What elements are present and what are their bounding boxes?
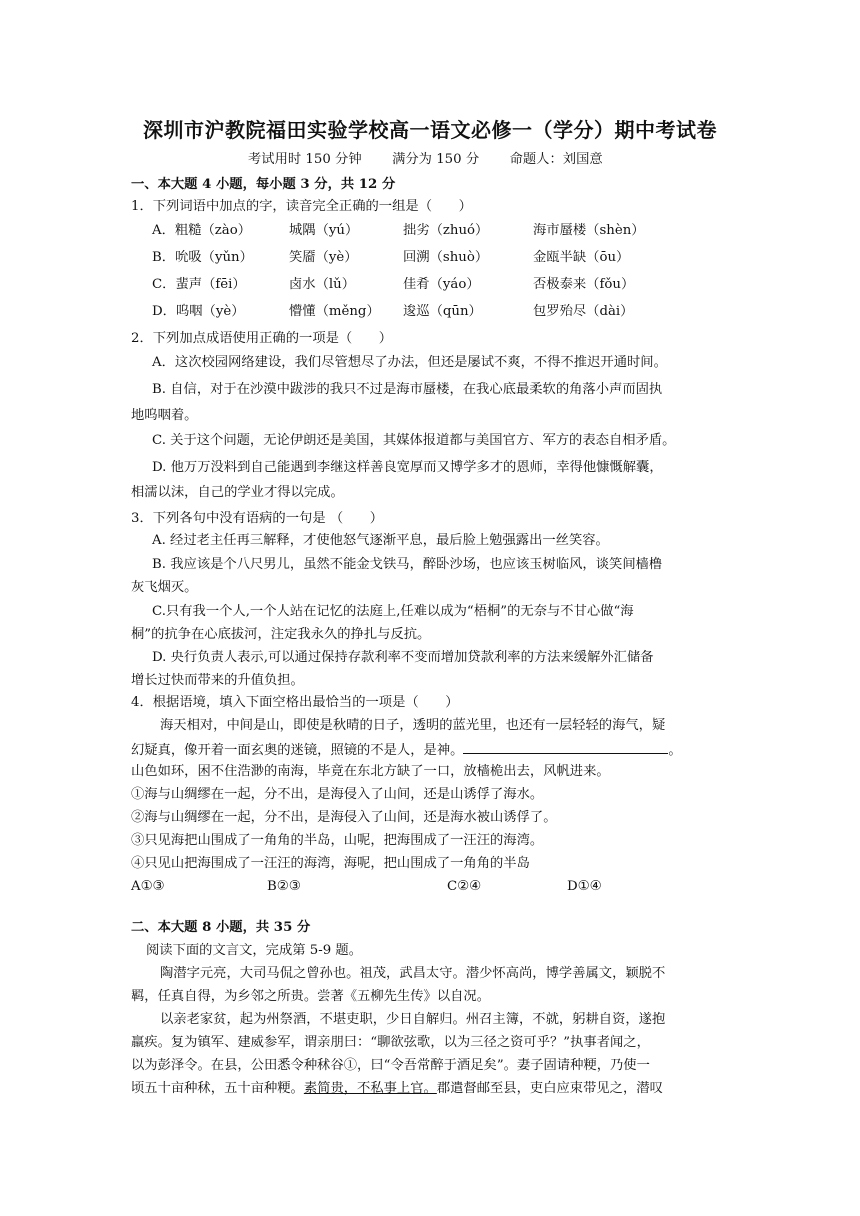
q4-choice-d: D①④: [567, 879, 602, 894]
exam-full-score: 满分为 150 分: [392, 152, 480, 167]
q3-opt-c-line1: C.只有我一个人,一个人站在记忆的法庭上,任难以成为“梧桐”的无奈与不甘心做“海: [152, 604, 634, 619]
q2-opt-b-line1: B. 自信，对于在沙漠中跋涉的我只不过是海市蜃楼，在我心底最柔软的角落小声而固执: [152, 382, 663, 397]
q1-opt-a2: 城隅（yú）: [289, 223, 359, 238]
q4-choice-a: A①③: [131, 879, 165, 894]
exam-author: 命题人：刘国意: [509, 152, 603, 167]
q2-stem: 2．下列加点成语使用正确的一项是（ ）: [131, 331, 393, 346]
q4-choice-c: C②④: [447, 879, 482, 894]
q1-opt-c4: 否极泰来（fǒu）: [533, 277, 635, 292]
q3-opt-a: A. 经过老主任再三解释，才使他怒气逐渐平息，最后脸上勉强露出一丝笑容。: [152, 533, 609, 548]
q4-option-1: ①海与山绸缪在一起，分不出，是海侵入了山间，还是山诱俘了海水。: [131, 787, 544, 802]
q1-opt-b3: 回溯（shuò）: [403, 250, 489, 265]
q1-opt-a3: 拙劣（zhuó）: [403, 223, 489, 238]
q4-option-2: ②海与山绸缪在一起，分不出，是海侵入了山间，还是海水被山诱俘了。: [131, 810, 557, 825]
q3-opt-c-line2: 桐”的抗争在心底拔河，注定我永久的挣扎与反抗。: [131, 627, 431, 642]
q4-option-4: ④只见山把海围成了一汪汪的海湾，海呢，把山围成了一角角的半岛: [131, 856, 530, 871]
section1-header: 一、本大题 4 小题，每小题 3 分，共 12 分: [131, 177, 396, 192]
q1-opt-c1: C．蜚声（fēi）: [152, 277, 246, 292]
q4-stem: 4．根据语境，填入下面空格出最恰当的一项是（ ）: [131, 695, 459, 710]
q3-opt-b-line1: B. 我应该是个八尺男儿，虽然不能金戈铁马，醉卧沙场，也应该玉树临风，谈笑间樯橹: [152, 557, 663, 572]
q2-opt-c: C. 关于这个问题，无论伊朗还是美国，其媒体报道都与美国官方、军方的表态自相矛盾。: [152, 433, 676, 448]
q1-opt-b2: 笑靥（yè）: [289, 250, 358, 265]
exam-duration: 考试用时 150 分钟: [248, 152, 362, 167]
q4-passage-line2: [131, 739, 682, 761]
section2-intro: 阅读下面的文言文，完成第 5-9 题。: [146, 943, 363, 958]
q4-choice-b: B②③: [267, 879, 301, 894]
section2-header: 二、本大题 8 小题，共 35 分: [131, 920, 311, 935]
q3-opt-d-line1: D. 央行负责人表示,可以通过保持存款利率不变而增加贷款利率的方法来缓解外汇储备: [152, 650, 654, 665]
page-title: 深圳市沪教院福田实验学校高一语文必修一（学分）期中考试卷: [143, 118, 717, 142]
q2-opt-b-line2: 地呜咽着。: [131, 408, 198, 423]
q4-passage-end: 。: [668, 743, 682, 758]
passage-p2-line1: 以亲老家贫，起为州祭酒，不堪吏职，少日自解归。州召主簿，不就，躬耕自资，遂抱: [160, 1012, 666, 1027]
q1-opt-a1: A．粗糙（zào）: [152, 223, 252, 238]
q4-passage-text: 幻疑真，像开着一面玄奥的迷镜，照镜的不是人，是神。: [131, 743, 464, 758]
q1-stem: 1．下列词语中加点的字，读音完全正确的一组是（ ）: [131, 199, 472, 214]
q1-opt-b4: 金瓯半缺（ōu）: [533, 250, 630, 265]
q4-answer-blank[interactable]: [463, 739, 668, 754]
exam-info: [248, 150, 603, 170]
underlined-sentence: 素简贵，不私事上官。: [303, 1081, 437, 1096]
passage-p2-line4: [131, 1079, 663, 1099]
q2-opt-a: A．这次校园网络建设，我们尽管想尽了办法，但还是屡试不爽，不得不推迟开通时间。: [152, 355, 667, 370]
passage-p1-line2: 羁，任真自得，为乡邻之所贵。尝著《五柳先生传》以自况。: [131, 989, 491, 1004]
q1-opt-a4: 海市蜃楼（shèn）: [533, 223, 645, 238]
q2-opt-d-line2: 相濡以沫，自己的学业才得以完成。: [131, 485, 344, 500]
q1-opt-d2: 懵懂（měng）: [289, 304, 380, 319]
q2-opt-d-line1: D. 他万万没料到自己能遇到李继这样善良宽厚而又博学多才的恩师，幸得他慷慨解囊，: [152, 460, 663, 475]
q1-opt-d1: D．呜咽（yè）: [152, 304, 245, 319]
q3-opt-b-line2: 灰飞烟灭。: [131, 580, 198, 595]
q1-opt-d4: 包罗殆尽（dài）: [533, 304, 634, 319]
q4-option-3: ③只见海把山围成了一角角的半岛，山呢，把海围成了一汪汪的海湾。: [131, 833, 544, 848]
q1-opt-d3: 逡巡（qūn）: [403, 304, 482, 319]
q1-opt-c2: 卤水（lǔ）: [289, 277, 356, 292]
q1-opt-b1: B．吮吸（yǔn）: [152, 250, 253, 265]
passage-p2-line2: 羸疾。复为镇军、建威参军，谓亲朋曰：“聊欲弦歌，以为三径之资可乎？”执事者闻之，: [131, 1035, 650, 1050]
q3-opt-d-line2: 增长过快而带来的升值负担。: [131, 673, 304, 688]
q3-stem: 3．下列各句中没有语病的一句是 （ ）: [131, 511, 384, 526]
q4-passage-line3: 山色如环，困不住浩渺的南海，毕竟在东北方缺了一口，放樯桅出去，风帆进来。: [131, 764, 610, 779]
passage-p1-line1: 陶潜字元亮，大司马侃之曾孙也。祖茂，武昌太守。潜少怀高尚，博学善属文，颖脱不: [160, 966, 666, 981]
passage-p2-line4-pre: 顷五十亩种秫，五十亩种粳。: [131, 1081, 304, 1096]
passage-p2-line3: 以为彭泽令。在县，公田悉令种秫谷①，曰“令吾常醉于酒足矣”。妻子固请种粳，乃使一: [131, 1058, 650, 1073]
passage-p2-line4-post: 郡遣督邮至县，吏白应束带见之，潜叹: [436, 1081, 663, 1096]
q4-passage-line1: 海天相对，中间是山，即使是秋晴的日子，透明的蓝光里，也还有一层轻轻的海气，疑: [160, 718, 666, 733]
q1-opt-c3: 佳肴（yáo）: [403, 277, 480, 292]
